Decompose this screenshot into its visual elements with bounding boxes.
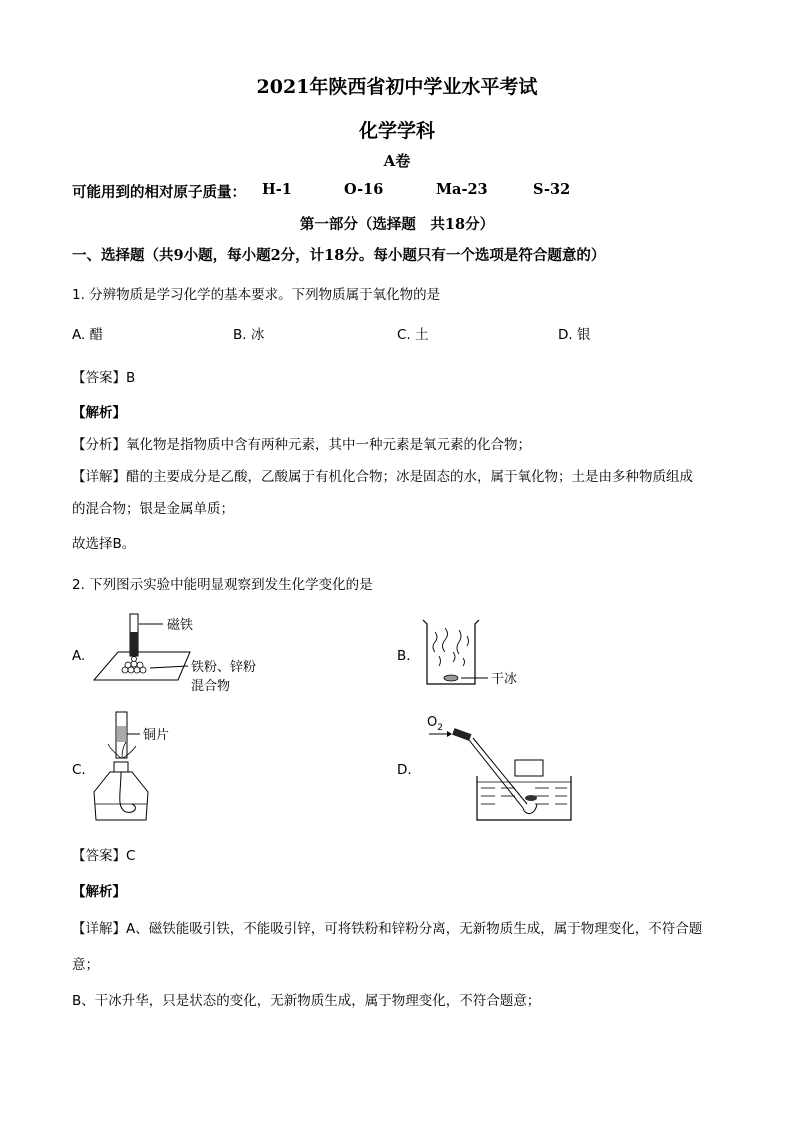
q1-fenxi: 【分析】氧化物是指物质中含有两种元素，其中一种元素是氧元素的化合物； — [72, 437, 531, 453]
label-copper: 铜片 — [143, 728, 170, 743]
q2-option-b: B. — [397, 648, 411, 664]
q2-detail-a-line2: 意； — [72, 957, 99, 973]
label-oxygen-sub: 2 — [437, 723, 443, 733]
q1-conclusion: 故选择B。 — [72, 536, 136, 552]
powder-pile — [122, 657, 146, 674]
q1-answer: 【答案】B — [72, 370, 136, 386]
oxygen-arrow-head — [447, 731, 452, 737]
label-oxygen-main: O — [427, 715, 438, 730]
q1-option-a: A. 醋 — [72, 327, 104, 343]
atomic-mass-na: Ma-23 — [436, 181, 488, 198]
q1-stem: 1. 分辨物质是学习化学的基本要求。下列物质属于氧化物的是 — [72, 287, 441, 303]
burning-substance — [525, 795, 537, 801]
magnet-dark-end — [130, 632, 138, 656]
subject-title: 化学学科 — [358, 120, 435, 142]
label-powder: 铁粉、锌粉 — [191, 660, 257, 675]
atomic-mass-h: H-1 — [262, 181, 292, 198]
q2-analysis-label: 【解析】 — [72, 884, 126, 900]
label-mixture: 混合物 — [191, 679, 231, 694]
q2-answer: 【答案】C — [72, 848, 136, 864]
atomic-mass-label: 可能用到的相对原子质量： — [72, 184, 246, 201]
tube-bend — [523, 804, 537, 814]
figure-a-magnet-experiment — [90, 612, 290, 697]
q1-detail-line1: 【详解】醋的主要成分是乙酸，乙酸属于有机化合物；冰是固态的水，属于氧化物；土是由多种物质组成 — [72, 469, 693, 485]
part-one-heading: 第一部分（选择题 共18分） — [299, 216, 495, 233]
q2-option-a: A. — [72, 648, 86, 664]
dry-ice-piece — [444, 675, 458, 681]
q2-stem: 2. 下列图示实验中能明显观察到发生化学变化的是 — [72, 577, 373, 593]
lamp-wick-holder — [114, 762, 128, 772]
q2-option-c: C. — [72, 762, 86, 778]
copper-strip — [117, 726, 126, 742]
label-line-powder — [150, 666, 188, 668]
beaker-outline — [423, 620, 479, 684]
q2-option-d: D. — [397, 762, 412, 778]
label-magnet: 磁铁 — [167, 618, 194, 633]
atomic-mass-line — [72, 181, 672, 201]
label-oxygen — [427, 715, 443, 733]
q1-option-b: B. 冰 — [233, 327, 265, 343]
q1-analysis-label: 【解析】 — [72, 405, 126, 421]
paper-label: A卷 — [383, 152, 411, 170]
figure-d-oxygen-trough — [425, 712, 575, 824]
atomic-mass-o: O-16 — [344, 181, 384, 198]
gas-jar — [515, 760, 543, 776]
figure-b-dry-ice-beaker — [415, 618, 535, 690]
q1-detail-line2: 的混合物；银是金属单质； — [72, 501, 234, 517]
q1-option-c: C. 土 — [397, 327, 429, 343]
vapor-curls — [433, 628, 469, 666]
atomic-mass-s: S-32 — [533, 181, 571, 198]
water-trough — [477, 776, 571, 820]
exam-title: 2021年陕西省初中学业水平考试 — [256, 76, 538, 98]
section-heading: 一、选择题（共9小题，每小题2分，计18分。每小题只有一个选项是符合题意的） — [72, 247, 606, 264]
figure-c-heating-copper — [96, 708, 216, 832]
q2-detail-a-line1: 【详解】A、磁铁能吸引铁，不能吸引锌，可将铁粉和锌粉分离，无新物质生成，属于物理变化，不符合题 — [72, 921, 703, 937]
rubber-connector — [452, 728, 471, 741]
q1-option-d: D. 银 — [558, 327, 591, 343]
q2-detail-b: B、干冰升华，只是状态的变化，无新物质生成，属于物理变化，不符合题意； — [72, 993, 541, 1009]
label-dry-ice: 干冰 — [491, 672, 518, 687]
